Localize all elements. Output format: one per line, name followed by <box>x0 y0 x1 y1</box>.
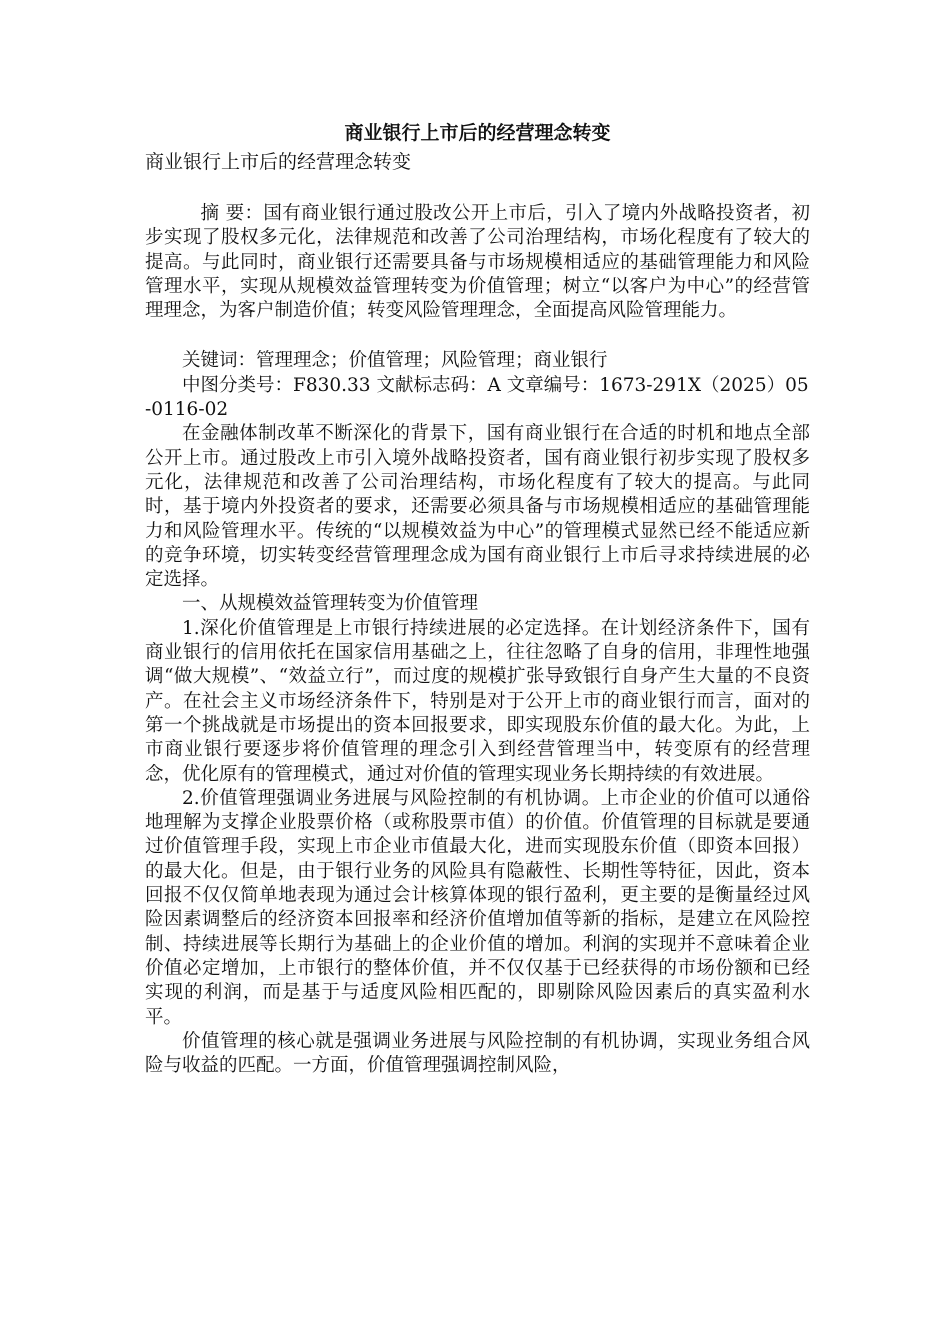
keywords-line: 关键词：管理理念；价值管理；风险管理；商业银行 <box>182 350 608 372</box>
body-paragraph: 价值管理的核心就是强调业务进展与风险控制的有机协调，实现业务组合风险与收益的匹配。一方面，价值管理强调控制风险， <box>145 1030 810 1077</box>
spacer <box>145 176 810 202</box>
document-title: 商业银行上市后的经营理念转变 <box>344 122 611 144</box>
body-paragraph: 在金融体制改革不断深化的背景下，国有商业银行在合适的时机和地点全部公开上市。通过股改上市引入境外战略投资者，国有商业银行初步实现了股权多元化，法律规范和改善了公司治理结构，市场化程度有了较大的提高。与此同时，基于境内外投资者的要求，还需要必须具备与市场规模相适应的基础管理能力和风险管理水平。传统的“以规模效益为中心”的管理模式显然已经不能适应新的竞争环境，切实转变经营管理理念成为国有商业银行上市后寻求持续进展的必定选择。 <box>145 423 810 591</box>
section-heading: 一、从规模效益管理转变为价值管理 <box>182 593 479 615</box>
abstract-paragraph: 摘 要：国有商业银行通过股改公开上市后，引入了境内外战略投资者，初步实现了股权多元化，法律规范和改善了公司治理结构，市场化程度有了较大的提高。与此同时，商业银行还需要具备与市场规模相适应的基础管理能力和风险管理水平，实现从规模效益管理转变为价值管理；树立“以客户为中心”的经营管理理念，为客户制造价值；转变风险管理理念，全面提高风险管理能力。 <box>145 203 810 322</box>
document-body <box>145 118 810 1078</box>
body-paragraph: 1.深化价值管理是上市银行持续进展的必定选择。在计划经济条件下，国有商业银行的信用依托在国家信用基础之上，往往忽略了自身的信用，非理性地强调“做大规模”、“效益立行”，而过度的规模扩张导致银行自身产生大量的不良资产。在社会主义市场经济条件下，特别是对于公开上市的商业银行而言，面对的第一个挑战就是市场提出的资本回报要求，即实现股东价值的最大化。为此，上市商业银行要逐步将价值管理的理念引入到经营管理当中，转变原有的经营理念，优化原有的管理模式，通过对价值的管理实现业务长期持续的有效进展。 <box>145 617 810 785</box>
classification-line: 中图分类号：F830.33 文献标志码：A 文章编号：1673-291X（2025）05-0116-02 <box>145 374 809 421</box>
spacer <box>145 323 810 349</box>
document-subtitle: 商业银行上市后的经营理念转变 <box>145 151 412 173</box>
body-paragraph: 2.价值管理强调业务进展与风险控制的有机协调。上市企业的价值可以通俗地理解为支撑企业股票价格（或称股票市值）的价值。价值管理的目标就是要通过价值管理手段，实现上市企业市值最大化，进而实现股东价值（即资本回报）的最大化。但是，由于银行业务的风险具有隐蔽性、长期性等特征，因此，资本回报不仅仅简单地表现为通过会计核算体现的银行盈利，更主要的是衡量经过风险因素调整后的经济资本回报率和经济价值增加值等新的指标，是建立在风险控制、持续进展等长期行为基础上的企业价值的增加。利润的实现并不意味着企业价值必定增加，上市银行的整体价值，并不仅仅基于已经获得的市场份额和已经实现的利润，而是基于与适度风险相匹配的，即剔除风险因素后的真实盈利水平。 <box>145 787 810 1028</box>
